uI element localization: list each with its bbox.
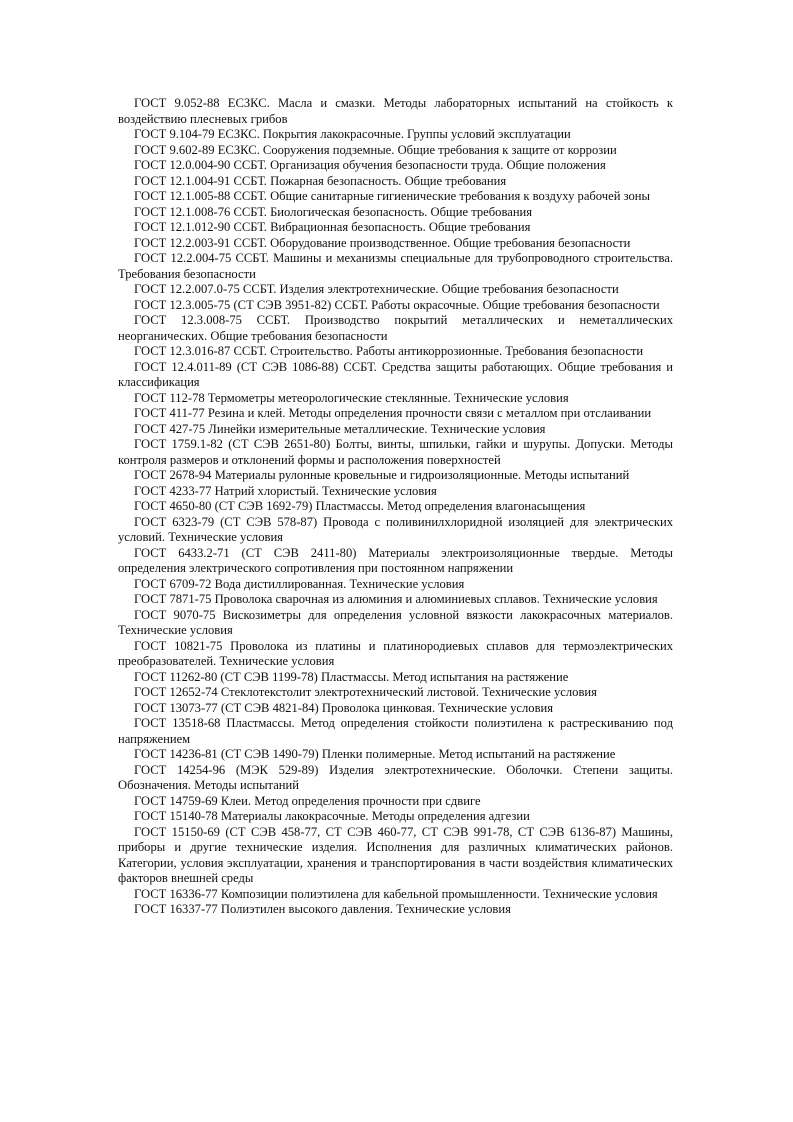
list-item: ГОСТ 2678-94 Материалы рулонные кровельные и гидроизоляционные. Методы испытаний (134, 468, 630, 482)
list-item: ГОСТ 12.2.007.0-75 ССБТ. Изделия электротехнические. Общие требования безопасности (134, 282, 619, 296)
list-item: ГОСТ 427-75 Линейки измерительные металлические. Технические условия (134, 421, 546, 436)
list-item: ГОСТ 4650-80 (СТ СЭВ 1692-79) Пластмассы. Метод определения влагонасыщения (134, 499, 586, 513)
standards-list (118, 96, 673, 918)
list-item: ГОСТ 15150-69 (СТ СЭВ 458-77, СТ СЭВ 460-77, СТ СЭВ 991-78, СТ СЭВ 6136-87) Машины, приборы и другие технические изделия. Исполнения для различных климатических районов. Категории, условия эксплуатации, хранения и транспортирования в части воздействия климатических факторов внешней среды (118, 824, 673, 885)
list-item: ГОСТ 15140-78 Материалы лакокрасочные. Методы определения адгезии (134, 809, 530, 823)
list-item: ГОСТ 9.602-89 ЕСЗКС. Сооружения подземные. Общие требования к защите от коррозии (134, 142, 617, 157)
list-item: ГОСТ 16336-77 Композиции полиэтилена для кабельной промышленности. Технические условия (134, 886, 658, 901)
list-item: ГОСТ 14759-69 Клеи. Метод определения прочности при сдвиге (134, 793, 481, 808)
list-item: ГОСТ 12.2.004-75 ССБТ. Машины и механизмы специальные для трубопроводного строительства. Требования безопасности (118, 251, 673, 281)
list-item: ГОСТ 12.1.004-91 ССБТ. Пожарная безопасность. Общие требования (134, 173, 507, 188)
list-item: ГОСТ 6323-79 (СТ СЭВ 578-87) Провода с поливинилхлоридной изоляцией для электрических условий. Технические условия (118, 514, 673, 544)
list-item: ГОСТ 16337-77 Полиэтилен высокого давления. Технические условия (134, 902, 511, 916)
list-item: ГОСТ 9.104-79 ЕСЗКС. Покрытия лакокрасочные. Группы условий эксплуатации (134, 127, 571, 141)
list-item: ГОСТ 12.1.012-90 ССБТ. Вибрационная безопасность. Общие требования (134, 220, 531, 234)
list-item: ГОСТ 411-77 Резина и клей. Методы определения прочности связи с металлом при отслаивании (134, 406, 652, 420)
list-item: ГОСТ 13073-77 (СТ СЭВ 4821-84) Проволока цинковая. Технические условия (134, 700, 554, 715)
list-item: ГОСТ 9070-75 Вискозиметры для определения условной вязкости лакокрасочных материалов. Технические условия (118, 607, 673, 637)
list-item: ГОСТ 1759.1-82 (СТ СЭВ 2651-80) Болты, винты, шпильки, гайки и шурупы. Допуски. Методы контроля размеров и отклонений формы и расположения поверхностей (118, 437, 673, 467)
list-item: ГОСТ 12.1.005-88 ССБТ. Общие санитарные гигиенические требования к воздуху рабочей зоны (134, 189, 650, 203)
list-item: ГОСТ 12.3.008-75 ССБТ. Производство покрытий металлических и неметаллических неорганических. Общие требования безопасности (118, 313, 673, 343)
list-item: ГОСТ 12.3.016-87 ССБТ. Строительство. Работы антикоррозионные. Требования безопасности (134, 344, 644, 358)
list-item: ГОСТ 4233-77 Натрий хлористый. Технические условия (134, 483, 437, 498)
list-item: ГОСТ 112-78 Термометры метеорологические стеклянные. Технические условия (134, 390, 569, 405)
list-item: ГОСТ 12.0.004-90 ССБТ. Организация обучения безопасности труда. Общие положения (134, 158, 606, 172)
list-item: ГОСТ 14236-81 (СТ СЭВ 1490-79) Пленки полимерные. Метод испытаний на растяжение (134, 747, 616, 761)
list-item: ГОСТ 12652-74 Стеклотекстолит электротехнический листовой. Технические условия (134, 685, 597, 699)
list-item: ГОСТ 13518-68 Пластмассы. Метод определения стойкости полиэтилена к растрескиванию под напряжением (118, 716, 673, 746)
list-item: ГОСТ 11262-80 (СТ СЭВ 1199-78) Пластмассы. Метод испытания на растяжение (134, 669, 569, 684)
list-item: ГОСТ 6433.2-71 (СТ СЭВ 2411-80) Материалы электроизоляционные твердые. Методы определения электрического сопротивления при постоянном напряжении (118, 545, 673, 575)
list-item: ГОСТ 6709-72 Вода дистиллированная. Технические условия (134, 576, 465, 591)
list-item: ГОСТ 7871-75 Проволока сварочная из алюминия и алюминиевых сплавов. Технические условия (134, 592, 658, 606)
list-item: ГОСТ 9.052-88 ЕСЗКС. Масла и смазки. Методы лабораторных испытаний на стойкость к воздействию плесневых грибов (118, 96, 673, 126)
list-item: ГОСТ 10821-75 Проволока из платины и платинородиевых сплавов для термоэлектрических преобразователей. Технические условия (118, 638, 673, 668)
list-item: ГОСТ 12.2.003-91 ССБТ. Оборудование производственное. Общие требования безопасности (134, 235, 631, 250)
list-item: ГОСТ 12.3.005-75 (СТ СЭВ 3951-82) ССБТ. Работы окрасочные. Общие требования безопасности (134, 297, 660, 312)
list-item: ГОСТ 12.4.011-89 (СТ СЭВ 1086-88) ССБТ. Средства защиты работающих. Общие требования и классификация (118, 359, 673, 389)
list-item: ГОСТ 14254-96 (МЭК 529-89) Изделия электротехнические. Оболочки. Степени защиты. Обозначения. Методы испытаний (118, 762, 673, 792)
list-item: ГОСТ 12.1.008-76 ССБТ. Биологическая безопасность. Общие требования (134, 204, 533, 219)
